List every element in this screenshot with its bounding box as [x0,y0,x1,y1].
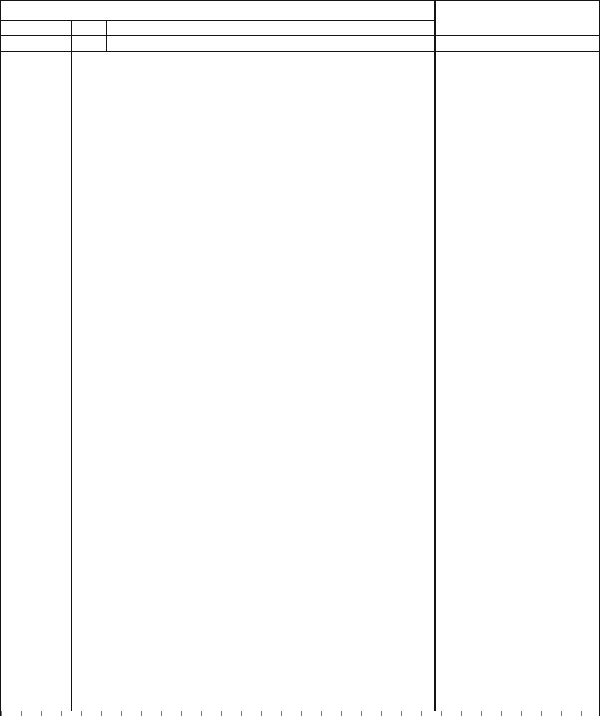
diameter-code [71,36,106,51]
diameter-row-divider [1,51,599,53]
category-label-diameter [1,36,71,51]
title-row-divider [1,20,434,21]
label-column-divider [71,20,72,711]
diameter-description [435,36,599,51]
prefix-column-divider [106,20,107,52]
model-row-divider [1,35,599,37]
table-title [1,1,434,20]
function-column-divider [434,1,436,711]
bottom-grid-ticks [1,711,599,716]
code-slot-row [1,20,600,35]
